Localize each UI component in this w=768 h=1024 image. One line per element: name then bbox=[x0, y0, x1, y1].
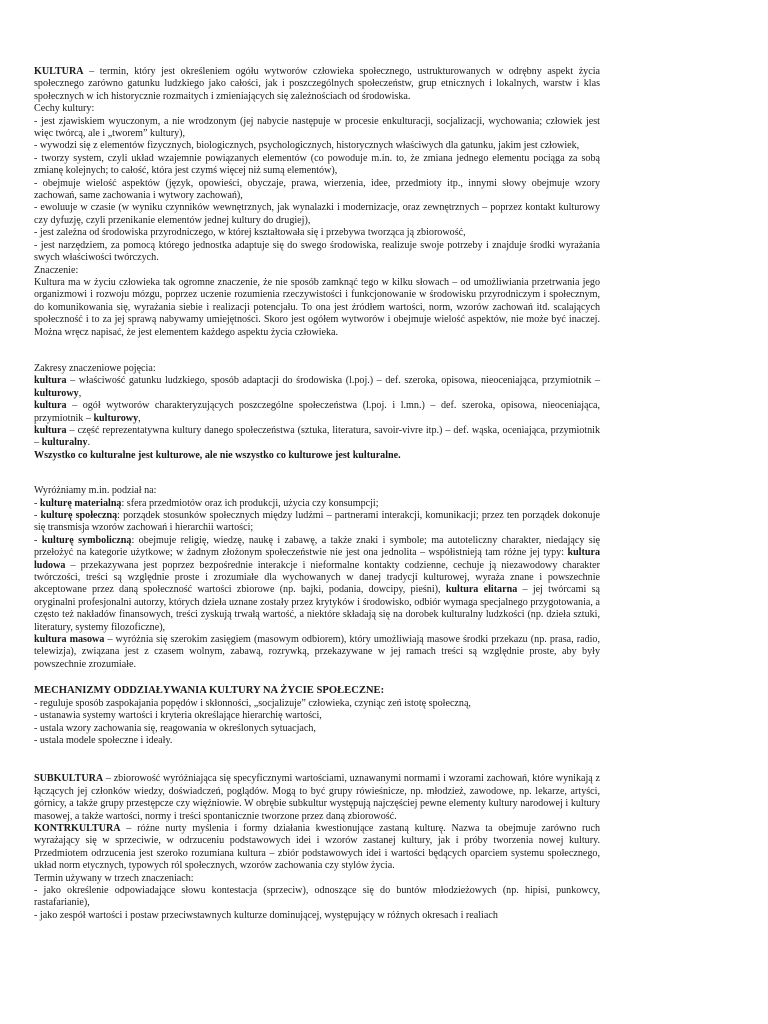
cechy-item: - jest zależna od środowiska przyrodniczego, w której kształtowała się i przebywa tworząca ją zbiorowość, bbox=[34, 227, 466, 239]
zakres-adjective: kulturowy bbox=[34, 387, 79, 399]
termin-item: - jako określenie odpowiadające słowu kontestacja (sprzeciw), odnoszące się do buntów młodzieżowych (np. hipisi, punkowcy, rastafarianie), bbox=[34, 884, 600, 909]
zakres-adjective: kulturalny bbox=[41, 437, 88, 449]
zakres-term: kultura bbox=[34, 400, 67, 412]
spoleczna-text: : porządek stosunków społecznych między ludźmi – partnerami interakcji, komunikacji; przez ten porządek dokonuje się transmisja wzorów zachowań i hierarchii wartości; bbox=[34, 510, 601, 534]
mechanizmy-item: - ustala wzory zachowania się, reagowania w określonych sytuacjach, bbox=[34, 722, 316, 734]
kontrkultura-text: – różne nurty myślenia i formy działania kwestionujące zastaną kulturę. Nazwa ta obejmuje zarówno ruch wyrażający się w sprzeciwie, w odrzuceniu podstawowych idei i wzorów zastanej kultury, jak i próby tworzenia nowej kultury. Przedmiotem odrzucenia jest szeroko rozumiana kultura – zbiór podstawowych idei i wartości będących oparciem systemu społecznego, układ norm etycznych, typowych ról społecznych, wzorów zachowania czy stylów życia. bbox=[34, 822, 600, 872]
mechanizmy-item: - ustanawia systemy wartości i kryteria określające hierarchię wartości, bbox=[34, 710, 322, 722]
subkultura-paragraph bbox=[34, 773, 600, 823]
materialna-text: : sfera przedmiotów oraz ich produkcji, użycia czy konsumpcji; bbox=[121, 497, 379, 509]
cechy-item: - wywodzi się z elementów fizycznych, biologicznych, psychologicznych, historycznych właściwych dla gatunku, jakim jest człowiek, bbox=[34, 140, 580, 152]
zakres-term: kultura bbox=[34, 424, 67, 436]
podzial-materialna bbox=[34, 498, 600, 510]
zakres-text: – część reprezentatywna kultury danego społeczeństwa (sztuka, literatura, savoir-vivre itp.) – def. wąska, oceniająca, przymiotnik – bbox=[34, 424, 600, 449]
zakres-term: kultura bbox=[34, 375, 67, 387]
mechanizmy-item: - reguluje sposób zaspokajania popędów i skłonności, „socjalizuje” człowieka, czyniąc zeń istotę społeczną, bbox=[34, 697, 471, 709]
zakres-item bbox=[34, 425, 600, 450]
kultura-definition bbox=[34, 66, 600, 103]
zakresy-conclusion bbox=[34, 450, 600, 462]
document-page bbox=[34, 66, 600, 922]
termin-item: - jako zespół wartości i postaw przeciwstawnych kulturze dominującej, występujący w różnych okresach i realiach bbox=[34, 909, 498, 921]
mechanizmy-item: - ustala modele społeczne i ideały. bbox=[34, 734, 173, 746]
subkultura-term: SUBKULTURA bbox=[34, 773, 104, 785]
kontrkultura-term: KONTRKULTURA bbox=[34, 822, 121, 834]
cechy-item: - jest zjawiskiem wyuczonym, a nie wrodzonym (jej nabycie następuje w procesie enkulturacji, socjalizacji, wychowania; człowiek jest więc twórcą, ale i „tworem” kultury), bbox=[34, 115, 600, 140]
podzial-masowa bbox=[34, 634, 600, 671]
znaczenie-text: Kultura ma w życiu człowieka tak ogromne znaczenie, że nie sposób zamknąć tego w kilku słowach – od umożliwiania przetrwania jego organizmowi i rozwoju mózgu, poprzez uczenie rozumienia rzeczywistości i funkcjonowanie w środowisku przyrodniczym i społecznym, do komunikowania się, wyrażania siebie i realizacji potencjału. To ona jest źródłem wartości, norm, wzorów zachowań itd. scalających społeczność i to za jej sprawą nabywamy umiejętności. Skoro jest ogółem wytworów i obejmuje wielość aspektów, nie może być inaczej. Można wręcz napisać, że jest elementem każdego aspektu życia człowieka. bbox=[34, 276, 600, 338]
symboliczna-term: kulturę symboliczną bbox=[41, 534, 132, 546]
cechy-item: - tworzy system, czyli układ wzajemnie powiązanych elementów (co powoduje m.in. to, że zmiana jednego elementu pociąga za sobą zmianę kolejnych; to całość, która jest czymś więcej niż sumą elementów), bbox=[34, 152, 600, 177]
cechy-item: - obejmuje wielość aspektów (język, opowieści, obyczaje, prawa, wierzenia, idee, przedmioty itp., innymi słowy obejmuje wzory zachowań, same zachowania i wytwory zachowań), bbox=[34, 177, 600, 202]
zakres-end: . bbox=[87, 437, 91, 449]
masowa-text: – wyróżnia się szerokim zasięgiem (masowym odbiorem), który umożliwiają masowe środki przekazu (np. prasa, radio, telewizja), związana jest z czasem wolnym, zabawą, rozrywką, przekazywane w jej ramach treści są względnie proste, aby były powszechnie zrozumiałe. bbox=[34, 634, 601, 670]
bullet-dash: - bbox=[34, 534, 42, 546]
materialna-term: kulturę materialną bbox=[39, 497, 122, 509]
podzial-heading: Wyróżniamy m.in. podział na: bbox=[34, 485, 157, 497]
ludowa-term: kultura ludowa bbox=[34, 547, 600, 571]
bullet-dash: - bbox=[34, 510, 41, 521]
zakres-end: , bbox=[138, 412, 141, 424]
zakres-text: – właściwość gatunku ludzkiego, sposób adaptacji do środowiska (l.poj.) – def. szeroka, opisowa, nieoceniająca, przymiotnik – bbox=[66, 375, 600, 387]
spoleczna-term: kulturę społeczną bbox=[40, 510, 118, 521]
zakresy-conclusion-text: Wszystko co kulturalne jest kulturowe, ale nie wszystko co kulturowe jest kulturalne. bbox=[34, 449, 401, 461]
kultura-term: KULTURA bbox=[34, 66, 84, 77]
kontrkultura-paragraph bbox=[34, 823, 600, 873]
zakres-item bbox=[34, 375, 600, 400]
termin-heading: Termin używany w trzech znaczeniach: bbox=[34, 872, 194, 884]
zakres-item bbox=[34, 400, 600, 425]
kultura-definition-text: – termin, który jest określeniem ogółu wytworów człowieka społecznego, ustrukturowanych w odrębny aspekt życia społecznego zarówno gatunku ludzkiego jako całości, jak i poszczególnych społeczeństw, grup etnicznych i lokalnych, warstw i klas społecznych w ich historycznie rozmaitych i zmieniających się zależnościach od środowiska. bbox=[34, 66, 600, 102]
ludowa-text: – przekazywana jest poprzez bezpośrednie interakcje i nieformalne kontakty codzienne, cechuje ją niezawodowy charakter twórczości, treści są względnie proste i zrozumiałe dla wychowanych w danej tradycji kulturowej, wyraża znane i powszechnie akceptowane przez daną społeczność wartości zbiorowe (np. bajki, podania, dowcipy, pieśni), bbox=[34, 559, 600, 596]
zakresy-heading: Zakresy znaczeniowe pojęcia: bbox=[34, 362, 156, 374]
podzial-symboliczna bbox=[34, 535, 600, 634]
zakres-end: , bbox=[78, 387, 82, 399]
elitarna-text: – jej twórcami są oryginalni profesjonalni autorzy, których dzieła uznane zostały przez krytyków i środowisko, odbiór wymaga specjalnego przygotowania, a często też nakładów finansowych, treści zyskują trwałą wartość, a niektóre składają się na dorobek kulturalny ludzkości (np. dzieła sztuki, literatury, systemy filozoficzne), bbox=[34, 584, 600, 633]
subkultura-text: – zbiorowość wyróżniająca się specyficznymi wartościami, uznawanymi normami i wzorami zachowań, które wynikają z łączących jej członków wiedzy, doświadczeń, poglądów. Mogą to być grupy rówieśnicze, np. młodzież, zawodowe, np. lekarze, artyści, górnicy, a także grupy przestępcze czy więźniowie. W obrębie subkultur występują najczęściej pewne elementy kultury narodowej i kultury masowej, a także wartości, normy i treści spontanicznie tworzone przez daną zbiorowość. bbox=[34, 773, 600, 822]
zakres-text: – ogół wytworów charakteryzujących poszczególne społeczeństwa (l.poj. i l.mn.) – def. szeroka, opisowa, nieoceniająca, przymiotnik – bbox=[34, 400, 600, 424]
zakres-adjective: kulturowy bbox=[93, 412, 139, 424]
mechanizmy-heading: MECHANIZMY ODDZIAŁYWANIA KULTURY NA ŻYCIE SPOŁECZNE: bbox=[34, 685, 385, 697]
bullet-dash: - bbox=[34, 497, 40, 509]
masowa-term: kultura masowa bbox=[34, 634, 105, 646]
symboliczna-text: : obejmuje religię, wiedzę, naukę i zabawę, a także znaki i symbole; ma autoteliczny charakter, niedający się przełożyć na kategorie użytkowe; w żadnym złożonym społeczeństwie nie jest ona jednolita – współistnieją tam różne jej typy: bbox=[34, 534, 601, 559]
podzial-spoleczna bbox=[34, 510, 600, 535]
cechy-item: - jest narzędziem, za pomocą którego jednostka adaptuje się do swego środowiska, realizuje swoje potrzeby i znajduje środki wyrażania swych właściwości twórczych. bbox=[34, 239, 600, 264]
elitarna-term: kultura elitarna bbox=[445, 584, 518, 596]
znaczenie-heading: Znaczenie: bbox=[34, 264, 79, 276]
cechy-heading: Cechy kultury: bbox=[34, 103, 95, 115]
cechy-item: - ewoluuje w czasie (w wyniku czynników wewnętrznych, jak wynalazki i modernizacje, oraz zewnętrznych – poprzez kontakt kulturowy czy dyfuzję, czyli przenikanie elementów jednej kultury do drugiej), bbox=[34, 202, 600, 226]
